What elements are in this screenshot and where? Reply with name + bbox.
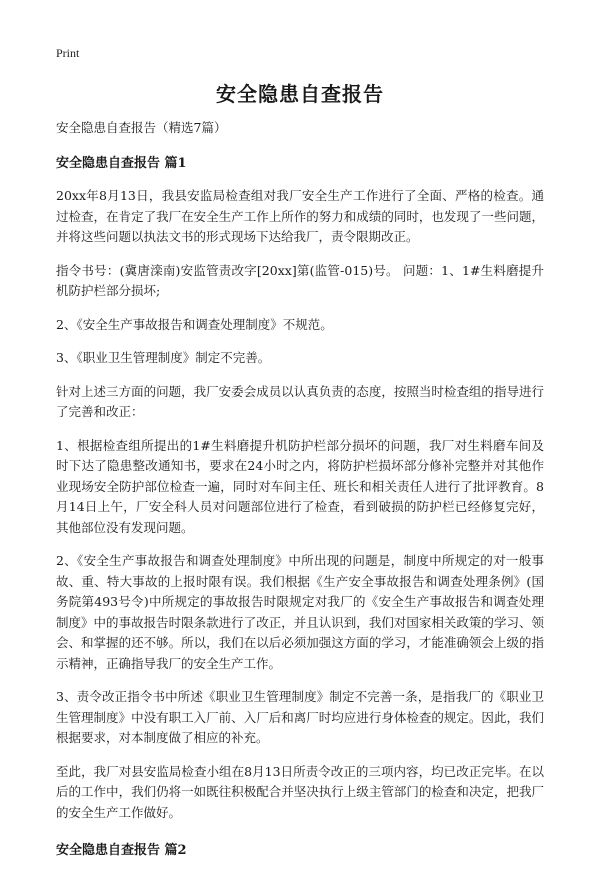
paragraph-4: 3、《职业卫生管理制度》制定不完善。 [56, 350, 271, 365]
print-label[interactable]: Print [56, 46, 80, 60]
paragraph-6: 1、根据检查组所提出的1#生料磨提升机防护栏部分损坏的问题，我厂对生料磨车间及时下达了隐患整改通知书，要求在24小时之内，将防护栏损坏部分修补完整并对其他作业现场安全防护部位检查一遍，同时对车间主任、班长和相关责任人进行了批评教育。8月14日上午，厂安全科人员对问题部位进行了检查，看到破损的防护栏已经修复完好，其他部位没有发现问题。 [56, 437, 544, 535]
page-title: 安全隐患自查报告 [216, 82, 384, 106]
paragraph-1: 20xx年8月13日，我县安监局检查组对我厂安全生产工作进行了全面、严格的检查。通过检查，在肯定了我厂在安全生产工作上所作的努力和成绩的同时，也发现了一些问题，并将这些问题以执法文书的形式现场下达给我厂，责令限期改正。 [56, 188, 544, 244]
paragraph-9: 至此，我厂对县安监局检查小组在8月13日所责令改正的三项内容，均已改正完毕。在以后的工作中，我们仍将一如既往积极配合并坚决执行上级主管部门的检查和决定，把我厂的安全生产工作做好。 [56, 763, 544, 820]
section-heading-1: 安全隐患自查报告 篇1 [56, 156, 187, 171]
paragraph-7: 2、《安全生产事故报告和调查处理制度》中所出现的问题是，制度中所规定的对一般事故、重、特大事故的上报时限有误。我们根据《生产安全事故报告和调查处理条例》(国务院第493号令)中所规定的事故报告时限规定对我厂的《安全生产事故报告和调查处理制度》中的事故报告时限条款进行了改正，并且认识到，我们对国家相关政策的学习、领会、和掌握的还不够。所以，我们在以后必须加强这方面的学习，才能准确领会上级的指示精神，正确指导我厂的安全生产工作。 [56, 553, 544, 671]
paragraph-8: 3、责令改正指令书中所述《职业卫生管理制度》制定不完善一条，是指我厂的《职业卫生管理制度》中没有职工入厂前、入厂后和离厂时均应进行身体检查的规定。因此，我们根据要求，对本制度做了相应的补充。 [56, 689, 544, 745]
paragraph-3: 2、《安全生产事故报告和调查处理制度》不规范。 [56, 316, 333, 332]
paragraph-2: 指令书号：(冀唐滦南)安监管责改字[20xx]第(监管-015)号。 问题：1、1#生料磨提升机防护栏部分损坏; [56, 262, 544, 298]
section-heading-2: 安全隐患自查报告 篇2 [56, 843, 187, 858]
paragraph-5: 针对上述三方面的问题，我厂安委会成员以认真负责的态度，按照当时检查组的指导进行了完善和改正： [56, 383, 544, 419]
document-subtitle: 安全隐患自查报告（精选7篇） [56, 120, 227, 135]
document-body [56, 118, 544, 873]
